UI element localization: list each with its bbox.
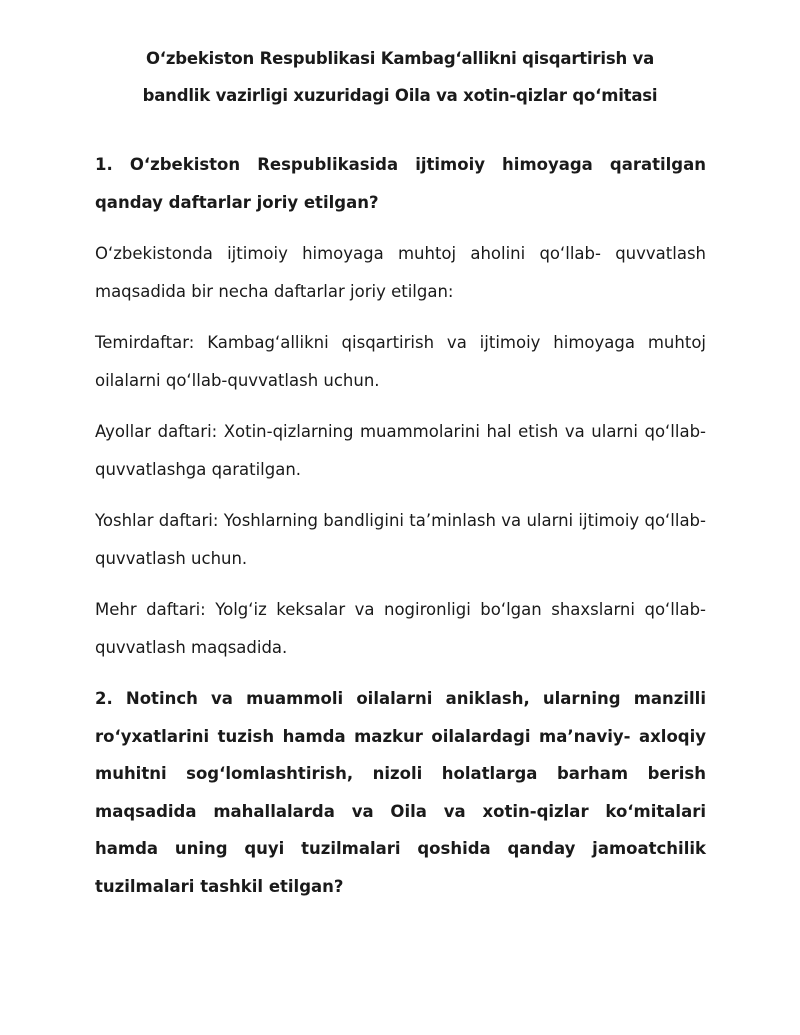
answer-1-item-temirdaftar: Temirdaftar: Kambag‘allikni qisqartirish va ijtimoiy himoyaga muhtoj oilalarni qo‘llab-quvvatlash uchun. [95, 333, 706, 390]
answer-1-item-mehr-daftari: Mehr daftari: Yolg‘iz keksalar va nogironligi bo‘lgan shaxslarni qo‘llab-quvvatlash maqsadida. [95, 600, 706, 657]
answer-1-item-yoshlar-daftari: Yoshlar daftari: Yoshlarning bandligini ta’minlash va ularni ijtimoiy qo‘llab-quvvatlash uchun. [95, 511, 706, 568]
document-body [95, 146, 706, 919]
answer-1-intro: O‘zbekistonda ijtimoiy himoyaga muhtoj aholini qo‘llab- quvvatlash maqsadida bir necha daftarlar joriy etilgan: [95, 244, 706, 301]
question-2: 2. Notinch va muammoli oilalarni aniklash, ularning manzilli ro‘yxatlarini tuzish hamda mazkur oilalardagi ma’naviy- axloqiy muhitni sog‘lomlashtirish, nizoli holatlarga barham berish maqsadida mahallalarda va Oila va xotin-qizlar ko‘mitalari hamda uning quyi tuzilmalari qoshida qanday jamoatchilik tuzilmalari tashkil etilgan? [95, 689, 706, 896]
header-line-2: bandlik vazirligi xuzuridagi Oila va xotin-qizlar qo‘mitasi [142, 86, 658, 105]
question-1: 1. O‘zbekiston Respublikasida ijtimoiy himoyaga qaratilgan qanday daftarlar joriy etilgan? [95, 155, 706, 212]
answer-1-item-ayollar-daftari: Ayollar daftari: Xotin-qizlarning muammolarini hal etish va ularni qo‘llab-quvvatlashga qaratilgan. [95, 422, 706, 479]
header-line-1: O‘zbekiston Respublikasi Kambag‘allikni qisqartirish va [145, 49, 655, 68]
document-header [95, 40, 705, 114]
